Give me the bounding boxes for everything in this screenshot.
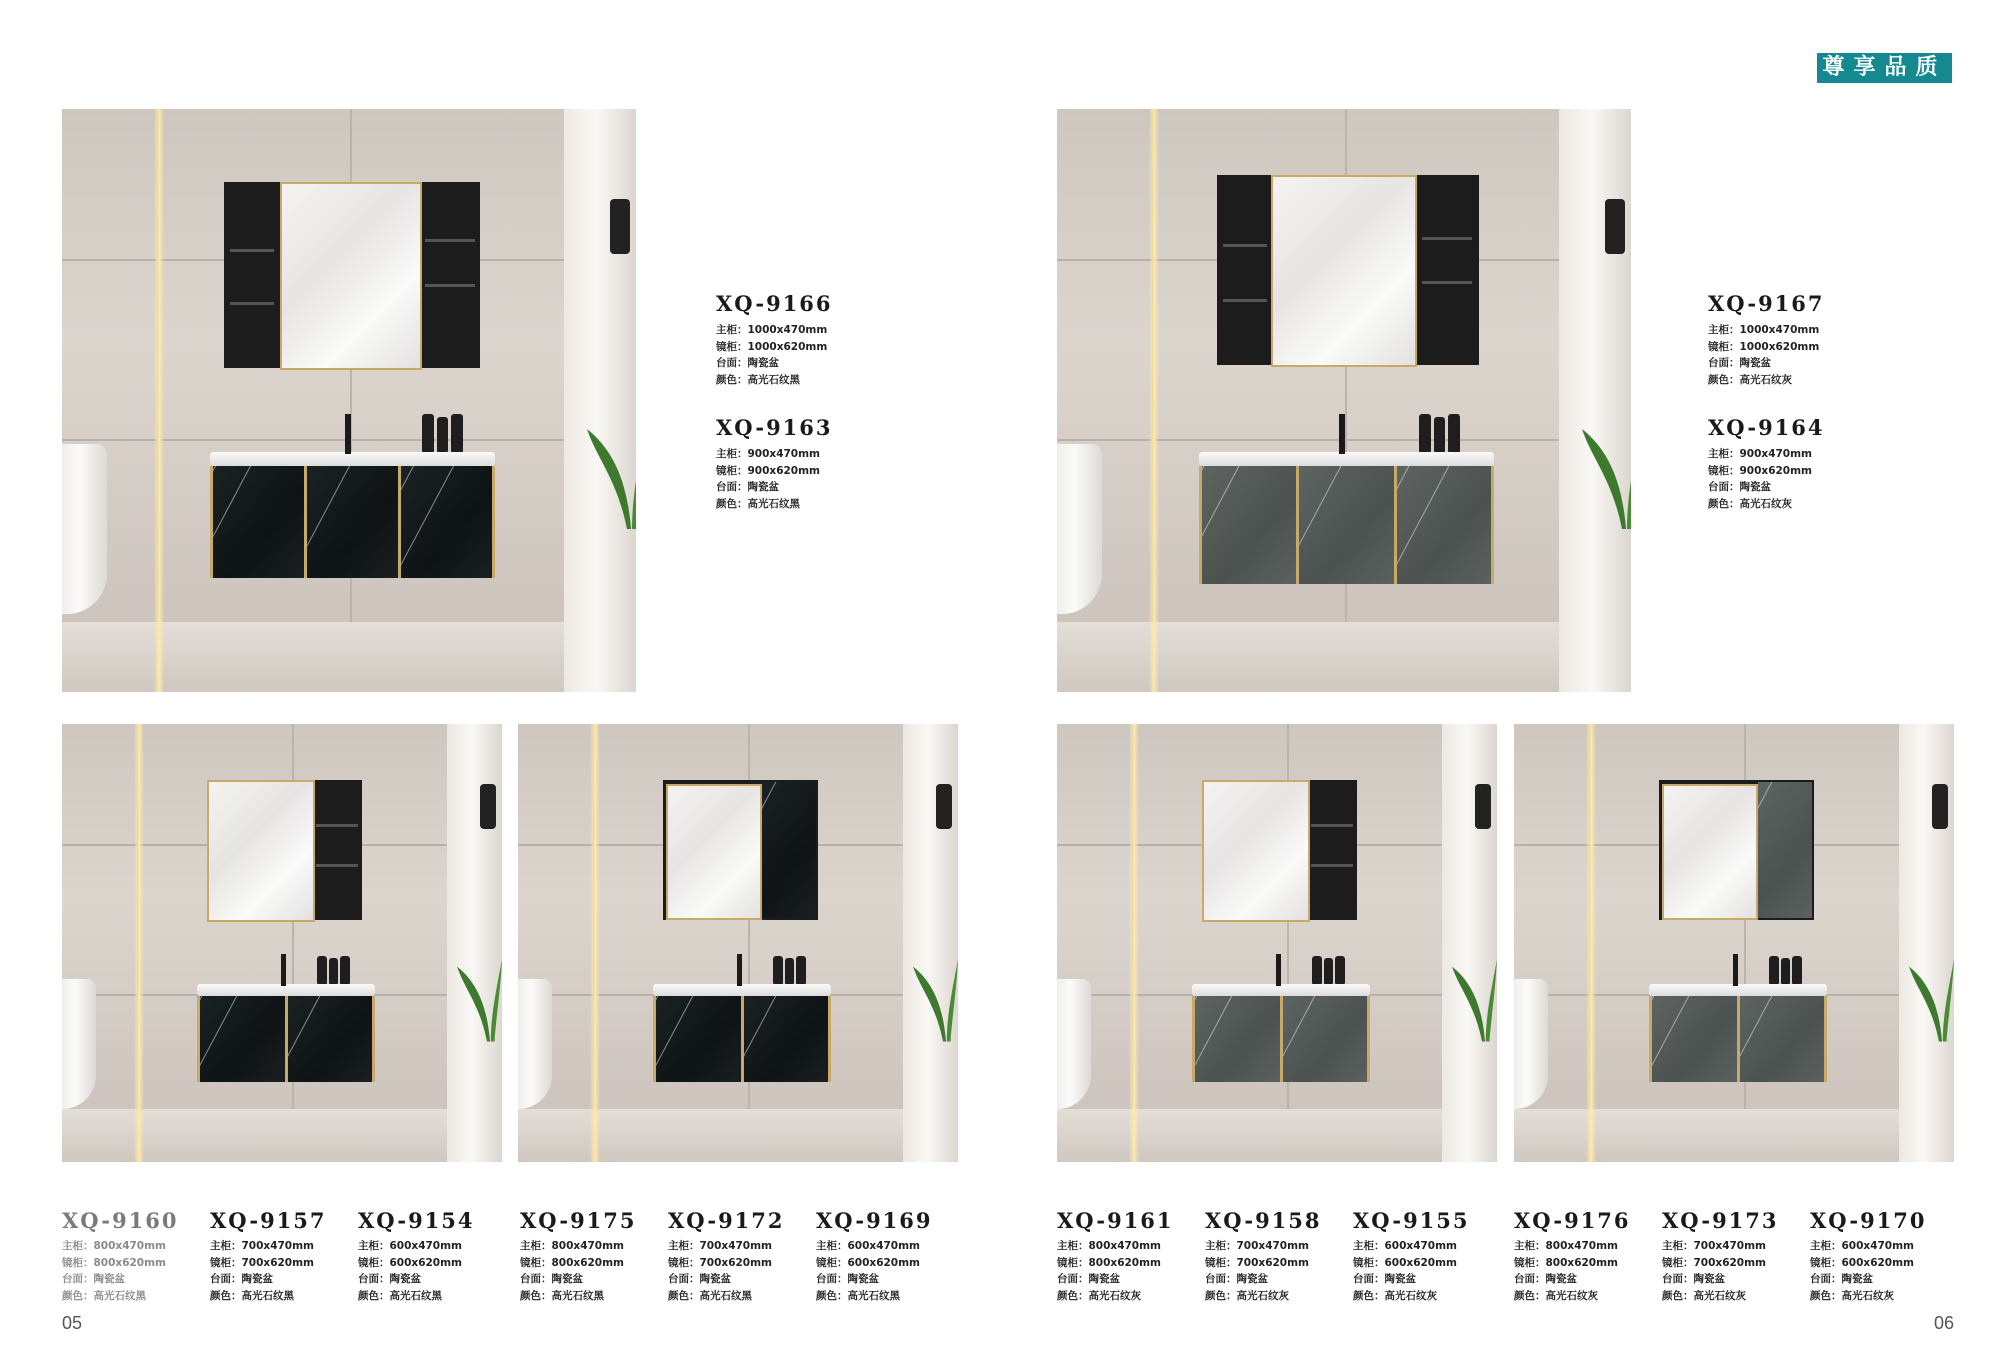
product-photo-black-open-shelf — [62, 724, 502, 1162]
product-code: XQ-9175 — [520, 1208, 637, 1233]
product-code: XQ-9160 — [62, 1208, 179, 1233]
product-code: XQ-9164 — [1708, 415, 1825, 440]
plant-icon — [587, 389, 636, 529]
plant-icon — [1452, 934, 1497, 1044]
product-specs: 主柜：800x470mm 镜柜：800x620mm 台面：陶瓷盆 颜色：高光石纹黑 — [62, 1240, 166, 1302]
product-specs: 主柜：1000x470mm 镜柜：1000x620mm 台面：陶瓷盆 颜色：高光石纹灰 — [1708, 324, 1820, 386]
product-photo-grey-marble-door — [1514, 724, 1954, 1162]
product-specs: 主柜：600x470mm 镜柜：600x620mm 台面：陶瓷盆 颜色：高光石纹灰 — [1353, 1240, 1457, 1302]
product-specs: 主柜：700x470mm 镜柜：700x620mm 台面：陶瓷盆 颜色：高光石纹黑 — [668, 1240, 772, 1302]
product-photo-grey-open-shelf — [1057, 724, 1497, 1162]
plant-icon — [457, 934, 502, 1044]
product-specs: 主柜：800x470mm 镜柜：800x620mm 台面：陶瓷盆 颜色：高光石纹灰 — [1514, 1240, 1618, 1302]
product-specs: 主柜：1000x470mm 镜柜：1000x620mm 台面：陶瓷盆 颜色：高光石纹黑 — [716, 324, 828, 386]
product-code: XQ-9158 — [1205, 1208, 1322, 1233]
product-specs: 主柜：800x470mm 镜柜：800x620mm 台面：陶瓷盆 颜色：高光石纹黑 — [520, 1240, 624, 1302]
product-code: XQ-9169 — [816, 1208, 933, 1233]
product-code: XQ-9170 — [1810, 1208, 1927, 1233]
page-number-left: 05 — [62, 1313, 83, 1333]
product-code: XQ-9172 — [668, 1208, 785, 1233]
product-specs: 主柜：700x470mm 镜柜：700x620mm 台面：陶瓷盆 颜色：高光石纹灰 — [1205, 1240, 1309, 1302]
product-photo-featured-black — [62, 109, 636, 692]
product-code: XQ-9155 — [1353, 1208, 1470, 1233]
product-photo-featured-grey — [1057, 109, 1631, 692]
plant-icon — [1909, 934, 1954, 1044]
product-specs: 主柜：900x470mm 镜柜：900x620mm 台面：陶瓷盆 颜色：高光石纹黑 — [716, 448, 820, 510]
product-code: XQ-9157 — [210, 1208, 327, 1233]
product-photo-black-marble-door — [518, 724, 958, 1162]
page-number-right: 06 — [1934, 1313, 1955, 1333]
product-specs: 主柜：600x470mm 镜柜：600x620mm 台面：陶瓷盆 颜色：高光石纹黑 — [816, 1240, 920, 1302]
product-code: XQ-9173 — [1662, 1208, 1779, 1233]
product-specs: 主柜：600x470mm 镜柜：600x620mm 台面：陶瓷盆 颜色：高光石纹灰 — [1810, 1240, 1914, 1302]
product-specs: 主柜：900x470mm 镜柜：900x620mm 台面：陶瓷盆 颜色：高光石纹灰 — [1708, 448, 1812, 510]
product-specs: 主柜：800x470mm 镜柜：800x620mm 台面：陶瓷盆 颜色：高光石纹灰 — [1057, 1240, 1161, 1302]
product-code: XQ-9167 — [1708, 291, 1825, 316]
product-code: XQ-9163 — [716, 415, 833, 440]
plant-icon — [1582, 389, 1631, 529]
product-code: XQ-9176 — [1514, 1208, 1631, 1233]
product-code: XQ-9161 — [1057, 1208, 1174, 1233]
product-specs: 主柜：700x470mm 镜柜：700x620mm 台面：陶瓷盆 颜色：高光石纹黑 — [210, 1240, 314, 1302]
product-specs: 主柜：600x470mm 镜柜：600x620mm 台面：陶瓷盆 颜色：高光石纹黑 — [358, 1240, 462, 1302]
product-code: XQ-9154 — [358, 1208, 475, 1233]
plant-icon — [913, 934, 958, 1044]
brand-badge: 尊享品质 — [1817, 53, 1952, 83]
product-specs: 主柜：700x470mm 镜柜：700x620mm 台面：陶瓷盆 颜色：高光石纹灰 — [1662, 1240, 1766, 1302]
product-code: XQ-9166 — [716, 291, 833, 316]
